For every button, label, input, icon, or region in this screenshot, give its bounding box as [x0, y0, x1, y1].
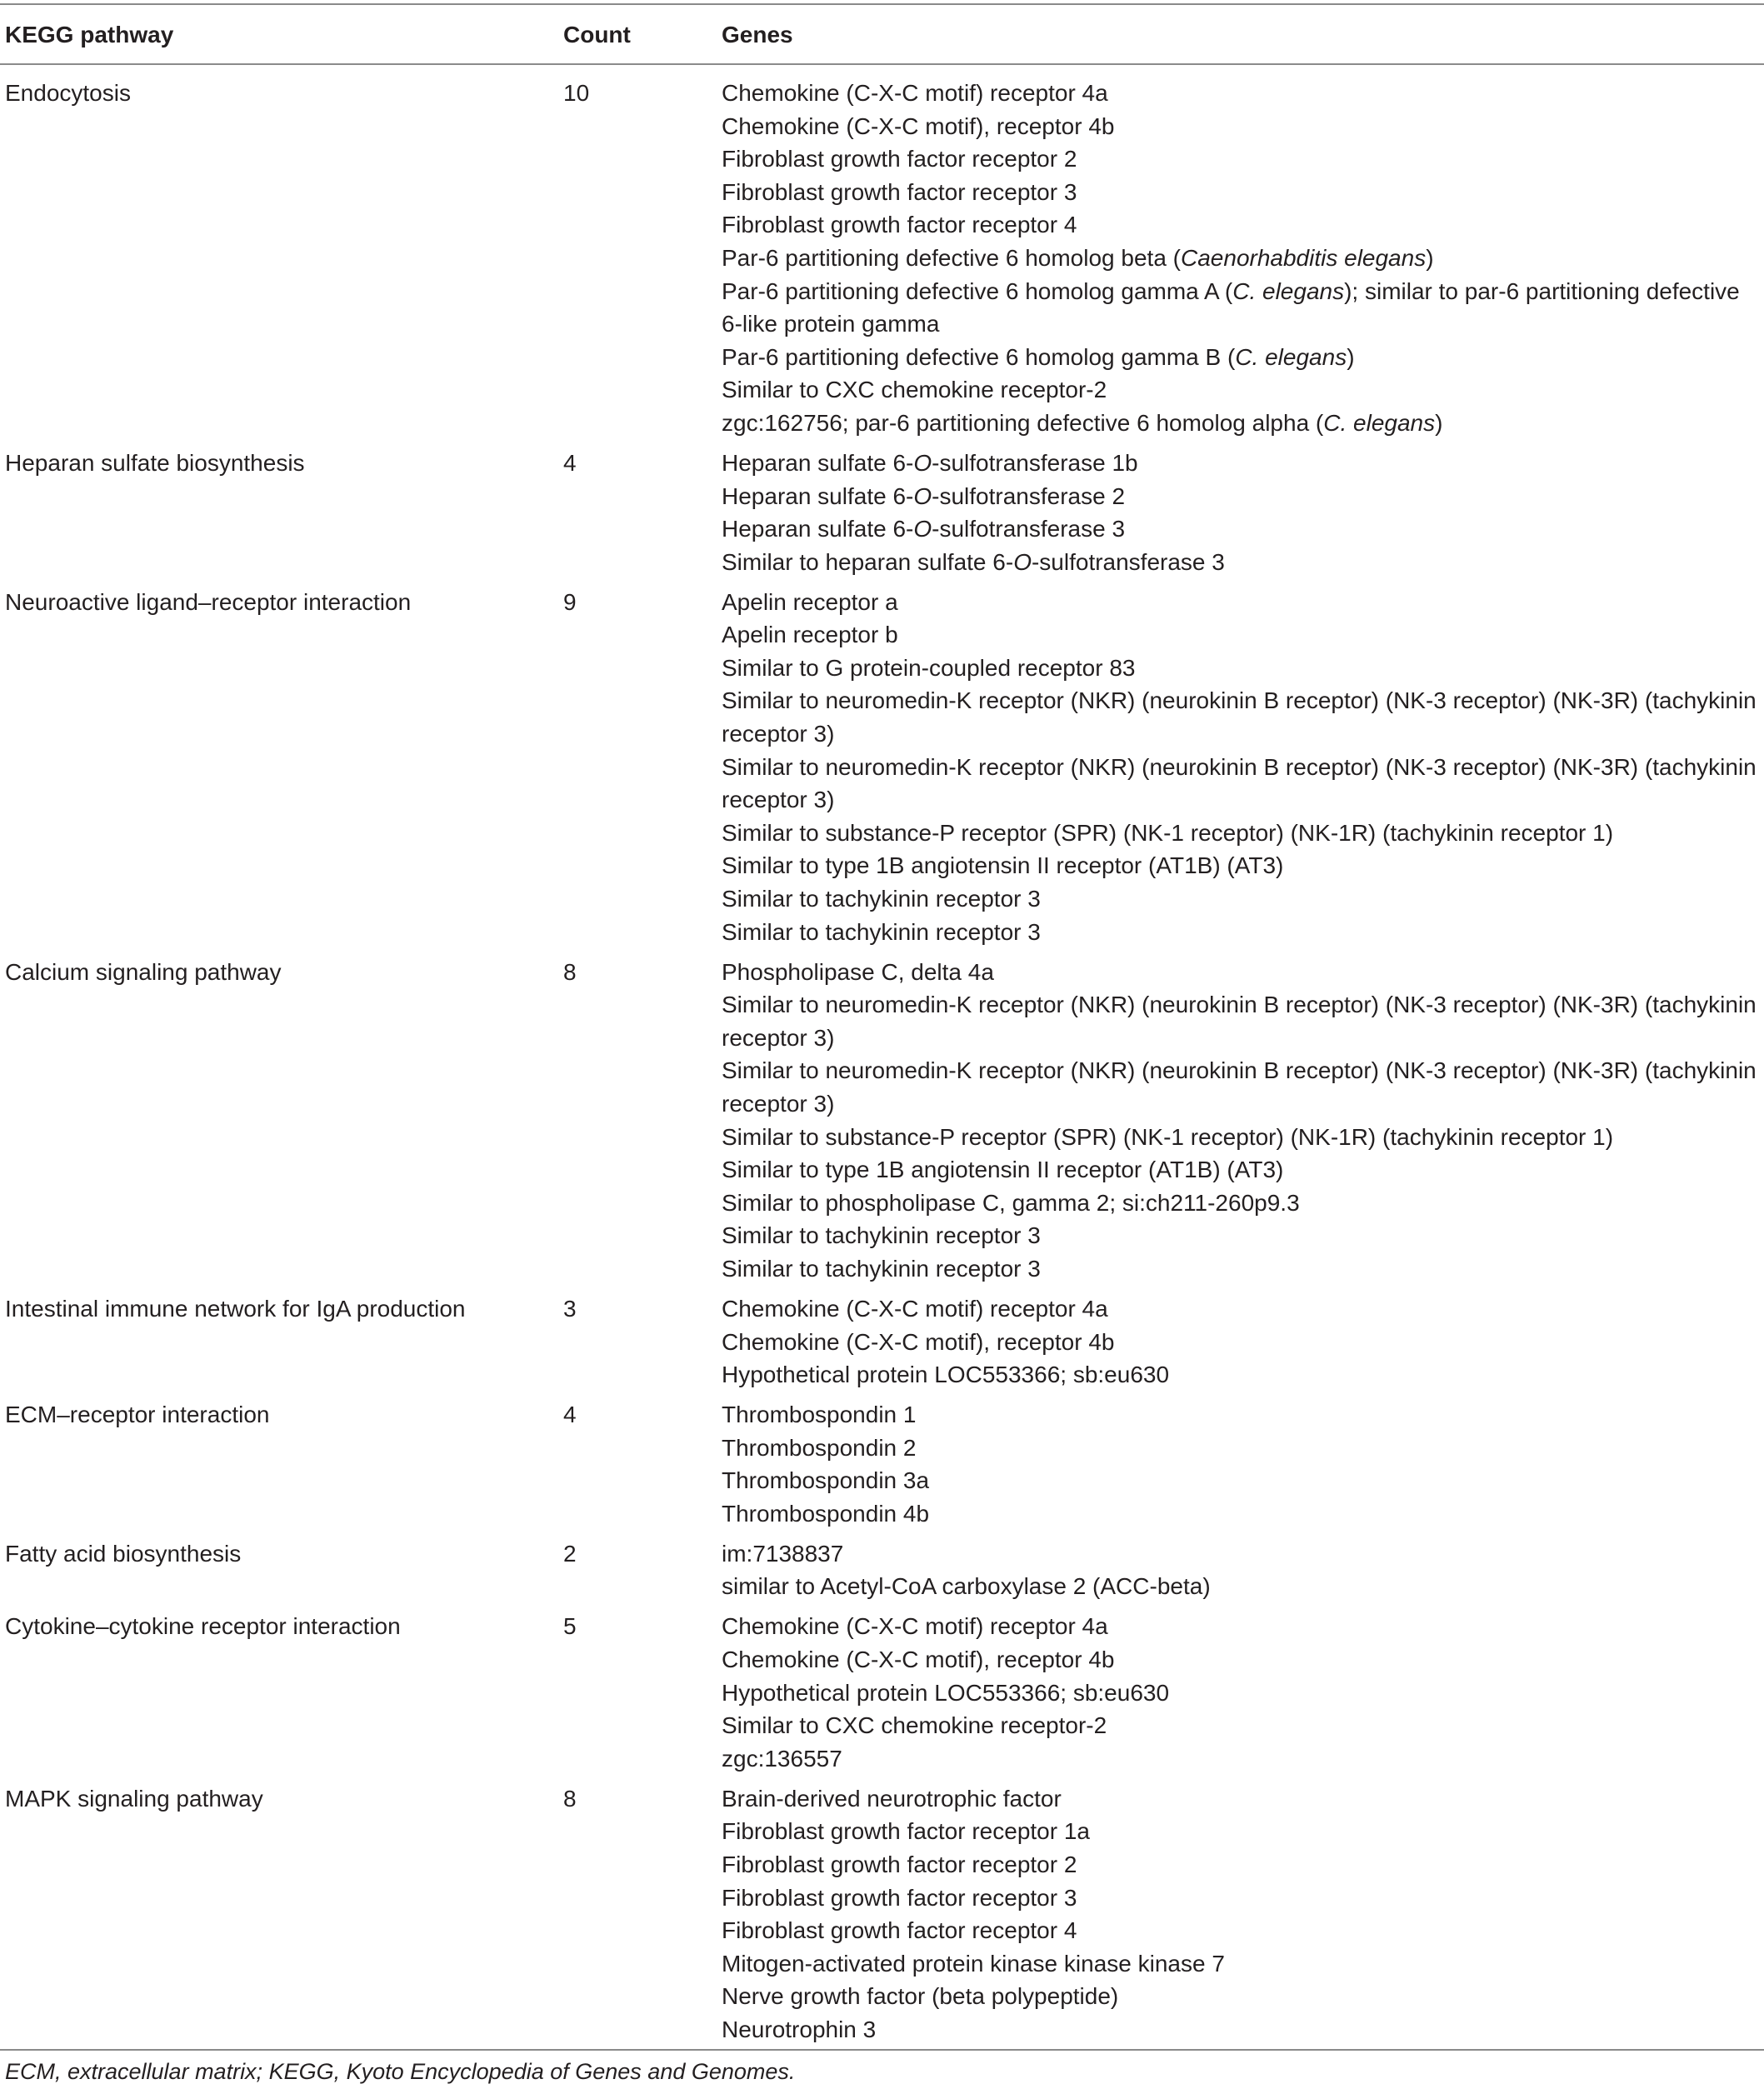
table-row	[0, 77, 1764, 447]
gene-entry: Fibroblast growth factor receptor 4	[722, 212, 1077, 238]
gene-entry: Fibroblast growth factor receptor 3	[722, 178, 1077, 205]
row-spacer	[0, 948, 1764, 955]
gene-entry: Chemokine (C-X-C motif), receptor 4b	[722, 112, 1115, 139]
genes-cell	[722, 77, 1759, 440]
row-spacer	[0, 1775, 1764, 1782]
gene-entry: Fibroblast growth factor receptor 2	[722, 1852, 1077, 1877]
gene-entry: Similar to tachykinin receptor 3	[722, 1222, 1041, 1249]
gene-entry: im:7138837	[722, 1540, 844, 1567]
gene-entry: Chemokine (C-X-C motif) receptor 4a	[722, 1613, 1108, 1640]
count-cell: 4	[563, 449, 577, 476]
gene-entry: Heparan sulfate 6-O-sulfotransferase 3	[722, 516, 1126, 542]
gene-entry: Similar to neuromedin-K receptor (NKR) (neurokinin B receptor) (NK-3 receptor) (NK-3R) (tachykinin receptor 3)	[722, 992, 1757, 1051]
gene-entry: Similar to tachykinin receptor 3	[722, 1255, 1041, 1282]
count-cell: 8	[563, 958, 577, 985]
table-row	[0, 447, 1764, 586]
pathway-cell: Intestinal immune network for IgA production	[5, 1295, 466, 1322]
gene-entry: Par-6 partitioning defective 6 homolog beta (Caenorhabditis elegans)	[722, 244, 1434, 271]
count-cell: 10	[563, 80, 590, 106]
pathway-cell: MAPK signaling pathway	[5, 1785, 263, 1812]
gene-entry: Similar to type 1B angiotensin II receptor (AT1B) (AT3)	[722, 852, 1284, 879]
table-bottom-rule	[0, 2049, 1764, 2051]
gene-entry: Similar to neuromedin-K receptor (NKR) (neurokinin B receptor) (NK-3 receptor) (NK-3R) (tachykinin receptor 3)	[722, 753, 1757, 813]
row-spacer	[0, 1286, 1764, 1292]
count-cell: 3	[563, 1295, 577, 1322]
gene-entry: Similar to heparan sulfate 6-O-sulfotransferase 3	[722, 548, 1225, 575]
table-row	[0, 1610, 1764, 1782]
gene-entry: Similar to substance-P receptor (SPR) (NK-1 receptor) (NK-1R) (tachykinin receptor 1)	[722, 819, 1614, 846]
row-spacer	[0, 1530, 1764, 1537]
pathway-cell: Fatty acid biosynthesis	[5, 1540, 242, 1567]
gene-entry: Thrombospondin 4b	[722, 1500, 930, 1527]
gene-entry: Similar to CXC chemokine receptor-2	[722, 1712, 1107, 1739]
gene-entry: Par-6 partitioning defective 6 homolog gamma B (C. elegans)	[722, 343, 1355, 370]
genes-cell	[722, 956, 1759, 1286]
gene-entry: Hypothetical protein LOC553366; sb:eu630	[722, 1362, 1170, 1388]
gene-entry: zgc:162756; par-6 partitioning defective 6 homolog alpha (C. elegans)	[722, 409, 1443, 436]
table-row	[0, 1537, 1764, 1611]
header-kegg-pathway: KEGG pathway	[5, 22, 174, 47]
gene-entry: Phospholipase C, delta 4a	[722, 958, 994, 985]
gene-entry: Thrombospondin 2	[722, 1434, 917, 1461]
gene-entry: Apelin receptor b	[722, 622, 898, 648]
table-footnote: ECM, extracellular matrix; KEGG, Kyoto Encyclopedia of Genes and Genomes.	[5, 2059, 796, 2084]
table-row	[0, 586, 1764, 956]
header-rule	[0, 63, 1764, 65]
gene-entry: Similar to G protein-coupled receptor 83	[722, 654, 1136, 681]
genes-cell	[722, 1398, 1759, 1530]
gene-entry: Chemokine (C-X-C motif) receptor 4a	[722, 1295, 1108, 1322]
genes-cell	[722, 1610, 1759, 1775]
gene-entry: Mitogen-activated protein kinase kinase kinase 7	[722, 1950, 1225, 1977]
gene-entry: Chemokine (C-X-C motif), receptor 4b	[722, 1647, 1115, 1673]
pathway-cell: Calcium signaling pathway	[5, 958, 282, 985]
row-spacer	[0, 1392, 1764, 1398]
gene-entry: Neurotrophin 3	[722, 2016, 877, 2042]
gene-entry: Chemokine (C-X-C motif), receptor 4b	[722, 1328, 1115, 1355]
gene-entry: Thrombospondin 1	[722, 1402, 917, 1428]
genes-cell	[722, 1537, 1759, 1603]
pathway-cell: Heparan sulfate biosynthesis	[5, 449, 305, 476]
gene-entry: Similar to substance-P receptor (SPR) (NK-1 receptor) (NK-1R) (tachykinin receptor 1)	[722, 1123, 1614, 1150]
gene-entry: zgc:136557	[722, 1745, 842, 1772]
gene-entry: Similar to neuromedin-K receptor (NKR) (neurokinin B receptor) (NK-3 receptor) (NK-3R) (tachykinin receptor 3)	[722, 1057, 1757, 1117]
count-cell: 9	[563, 588, 577, 615]
gene-entry: Fibroblast growth factor receptor 2	[722, 146, 1077, 172]
genes-cell	[722, 1782, 1759, 2047]
gene-entry: Similar to phospholipase C, gamma 2; si:ch211-260p9.3	[722, 1189, 1300, 1216]
row-spacer	[0, 440, 1764, 447]
gene-entry: Similar to neuromedin-K receptor (NKR) (neurokinin B receptor) (NK-3 receptor) (NK-3R) (tachykinin receptor 3)	[722, 687, 1757, 747]
table-row	[0, 956, 1764, 1292]
table-row	[0, 1782, 1764, 2053]
gene-entry: Thrombospondin 3a	[722, 1467, 930, 1494]
table-body	[0, 77, 1764, 2053]
genes-cell	[722, 447, 1759, 578]
row-spacer	[0, 578, 1764, 585]
table-row	[0, 1292, 1764, 1398]
gene-entry: Heparan sulfate 6-O-sulfotransferase 2	[722, 482, 1126, 509]
header-count: Count	[563, 22, 631, 47]
gene-entry: Similar to tachykinin receptor 3	[722, 918, 1041, 945]
gene-entry: Par-6 partitioning defective 6 homolog gamma A (C. elegans); similar to par-6 partitioning defective 6-like protein gamma	[722, 277, 1740, 337]
table-top-rule	[0, 3, 1764, 5]
gene-entry: Brain-derived neurotrophic factor	[722, 1785, 1062, 1812]
gene-entry: Similar to CXC chemokine receptor-2	[722, 377, 1107, 403]
pathway-cell: Cytokine–cytokine receptor interaction	[5, 1613, 401, 1640]
gene-entry: Apelin receptor a	[722, 588, 898, 615]
pathway-cell: ECM–receptor interaction	[5, 1402, 270, 1428]
gene-entry: Heparan sulfate 6-O-sulfotransferase 1b	[722, 449, 1138, 476]
pathway-cell: Endocytosis	[5, 80, 131, 106]
gene-entry: Nerve growth factor (beta polypeptide)	[722, 1983, 1119, 2010]
gene-entry: Fibroblast growth factor receptor 1a	[722, 1818, 1090, 1845]
genes-cell	[722, 1292, 1759, 1392]
pathway-cell: Neuroactive ligand–receptor interaction	[5, 588, 412, 615]
gene-entry: Fibroblast growth factor receptor 3	[722, 1884, 1077, 1911]
gene-entry: Similar to type 1B angiotensin II receptor (AT1B) (AT3)	[722, 1157, 1284, 1183]
row-spacer	[0, 1603, 1764, 1610]
gene-entry: similar to Acetyl-CoA carboxylase 2 (ACC-beta)	[722, 1573, 1211, 1600]
count-cell: 5	[563, 1613, 577, 1640]
gene-entry: Similar to tachykinin receptor 3	[722, 886, 1041, 912]
count-cell: 4	[563, 1402, 577, 1428]
gene-entry: Fibroblast growth factor receptor 4	[722, 1917, 1077, 1944]
genes-cell	[722, 586, 1759, 949]
gene-entry: Hypothetical protein LOC553366; sb:eu630	[722, 1679, 1170, 1706]
header-genes: Genes	[722, 22, 793, 47]
count-cell: 2	[563, 1540, 577, 1567]
table-row	[0, 1398, 1764, 1537]
count-cell: 8	[563, 1785, 577, 1812]
gene-entry: Chemokine (C-X-C motif) receptor 4a	[722, 80, 1108, 106]
